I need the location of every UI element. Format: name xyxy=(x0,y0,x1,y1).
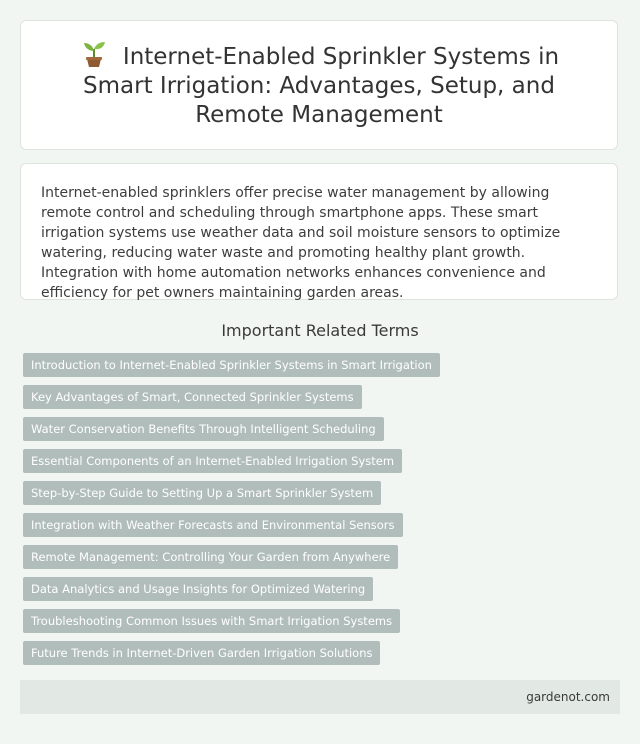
sprout-icon xyxy=(79,40,109,68)
related-term-chip[interactable]: Data Analytics and Usage Insights for Optimized Watering xyxy=(23,577,373,601)
page-title-text: Internet-Enabled Sprinkler Systems in Smart Irrigation: Advantages, Setup, and Remote Management xyxy=(83,44,560,128)
description-card xyxy=(20,163,618,300)
footer xyxy=(20,680,620,714)
related-term-chip[interactable]: Future Trends in Internet-Driven Garden Irrigation Solutions xyxy=(23,641,380,665)
related-terms-list xyxy=(23,353,623,673)
footer-site-link[interactable]: gardenot.com xyxy=(526,690,610,704)
description-text: Internet-enabled sprinklers offer precise water management by allowing remote control and scheduling through smartphone apps. These smart irrigation systems use weather data and soil moisture sensors to optimize watering, reducing water waste and promoting healthy plant growth. Integration with home automation networks enhances convenience and efficiency for pet owners maintaining garden areas. xyxy=(41,185,561,301)
related-term-chip[interactable]: Introduction to Internet-Enabled Sprinkler Systems in Smart Irrigation xyxy=(23,353,440,377)
related-term-chip[interactable]: Key Advantages of Smart, Connected Sprinkler Systems xyxy=(23,385,362,409)
related-term-chip[interactable]: Water Conservation Benefits Through Intelligent Scheduling xyxy=(23,417,384,441)
related-term-chip[interactable]: Remote Management: Controlling Your Garden from Anywhere xyxy=(23,545,398,569)
related-term-chip[interactable]: Step-by-Step Guide to Setting Up a Smart Sprinkler System xyxy=(23,481,381,505)
title-card xyxy=(20,20,618,150)
page-title xyxy=(51,40,587,130)
related-term-chip[interactable]: Integration with Weather Forecasts and Environmental Sensors xyxy=(23,513,403,537)
related-term-chip[interactable]: Essential Components of an Internet-Enabled Irrigation System xyxy=(23,449,402,473)
related-terms-heading: Important Related Terms xyxy=(221,321,419,340)
related-term-chip[interactable]: Troubleshooting Common Issues with Smart Irrigation Systems xyxy=(23,609,400,633)
